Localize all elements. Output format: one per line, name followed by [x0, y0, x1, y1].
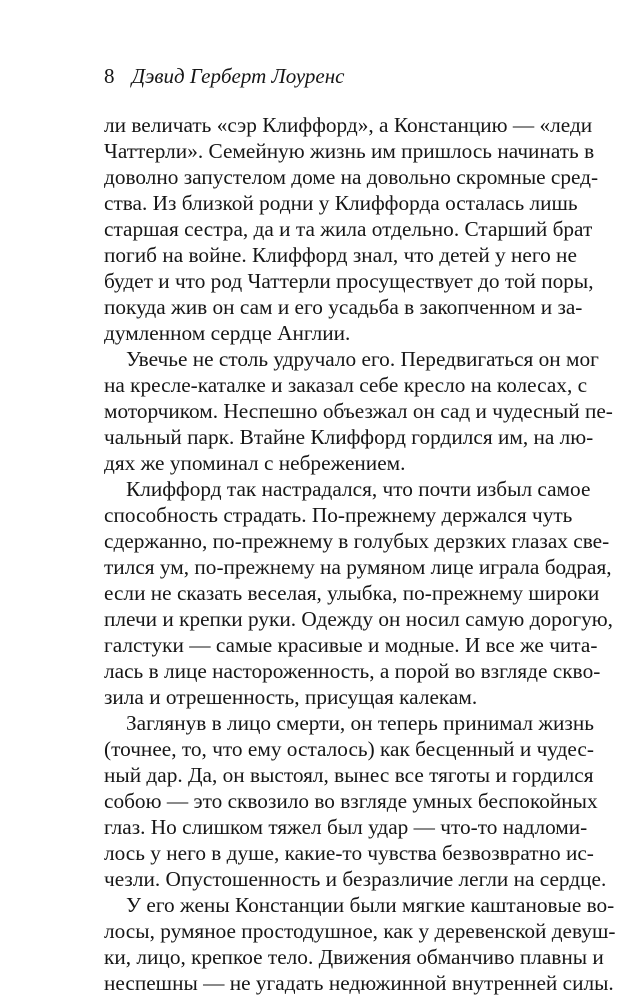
text-line: покуда жив он сам и его усадьба в закопченном и за-: [104, 295, 583, 319]
text-line: чезли. Опустошенность и безразличие легли на сердце.: [104, 867, 607, 891]
page-header: [104, 64, 344, 89]
text-line: сдержанно, по-прежнему в голубых дерзких глазах све-: [104, 529, 610, 553]
text-line: на кресле-каталке и заказал себе кресло на колесах, с: [104, 373, 588, 397]
text-line: собою — это сквозило во взгляде умных беспокойных: [104, 789, 598, 813]
text-line: зила и отрешенность, присущая калекам.: [104, 685, 478, 709]
text-line: Клиффорд так настрадался, что почти избыл самое: [126, 477, 591, 501]
text-line: (точнее, то, что ему осталось) как бесценный и чудес-: [104, 737, 594, 761]
text-line: ли величать «сэр Клиффорд», а Констанцию — «леди: [104, 113, 593, 137]
text-line: ки, лицо, крепкое тело. Движения обманчиво плавны и: [104, 945, 604, 969]
text-line: моторчиком. Неспешно объезжал он сад и чудесный пе-: [104, 399, 613, 423]
text-line: глаз. Но слишком тяжел был удар — что-то надломи-: [104, 815, 588, 839]
text-line: У его жены Констанции были мягкие каштановые во-: [126, 893, 615, 917]
paragraph: [104, 112, 599, 346]
text-line: ства. Из близкой родни у Клиффорда осталась лишь: [104, 191, 578, 215]
paragraph: [104, 346, 613, 476]
paragraph: [104, 476, 614, 710]
text-line: дях же упоминал с небрежением.: [104, 451, 406, 475]
page-number: 8: [104, 64, 115, 88]
running-title: Дэвид Герберт Лоуренс: [131, 64, 345, 88]
text-line: плечи и крепки руки. Одежду он носил самую дорогую,: [104, 607, 614, 631]
body-text: [104, 112, 616, 996]
text-line: лось у него в душе, какие-то чувства безвозвратно ис-: [104, 841, 594, 865]
text-line: Увечье не столь удручало его. Передвигаться он мог: [126, 347, 599, 371]
text-line: будет и что род Чаттерли просуществует до той поры,: [104, 269, 594, 293]
text-line: чальный парк. Втайне Клиффорд гордился им, на лю-: [104, 425, 594, 449]
text-line: лосы, румяное простодушное, как у деревенской девуш-: [104, 919, 616, 943]
text-line: неспешны — не угадать недюжинной внутренней силы.: [104, 971, 614, 995]
text-line: лась в лице настороженность, а порой во взгляде сквo-: [104, 659, 601, 683]
text-line: думленном сердце Англии.: [104, 321, 351, 345]
text-line: если не сказать веселая, улыбка, по-прежнему широки: [104, 581, 600, 605]
text-line: погиб на войне. Клиффорд знал, что детей у него не: [104, 243, 577, 267]
text-line: способность страдать. По-прежнему держался чуть: [104, 503, 573, 527]
text-line: тился ум, по-прежнему на румяном лице играла бодрая,: [104, 555, 612, 579]
text-line: Чаттерли». Семейную жизнь им пришлось начинать в: [104, 139, 595, 163]
text-line: доволно запустелом доме на довольно скромные сред-: [104, 165, 599, 189]
text-line: галстуки — самые красивые и модные. И все же чита-: [104, 633, 598, 657]
paragraph: [104, 892, 616, 996]
text-line: Заглянув в лицо смерти, он теперь принимал жизнь: [126, 711, 594, 735]
text-line: старшая сестра, да и та жила отдельно. Старший брат: [104, 217, 593, 241]
text-line: ный дар. Да, он выстоял, вынес все тяготы и гордился: [104, 763, 594, 787]
paragraph: [104, 710, 607, 892]
